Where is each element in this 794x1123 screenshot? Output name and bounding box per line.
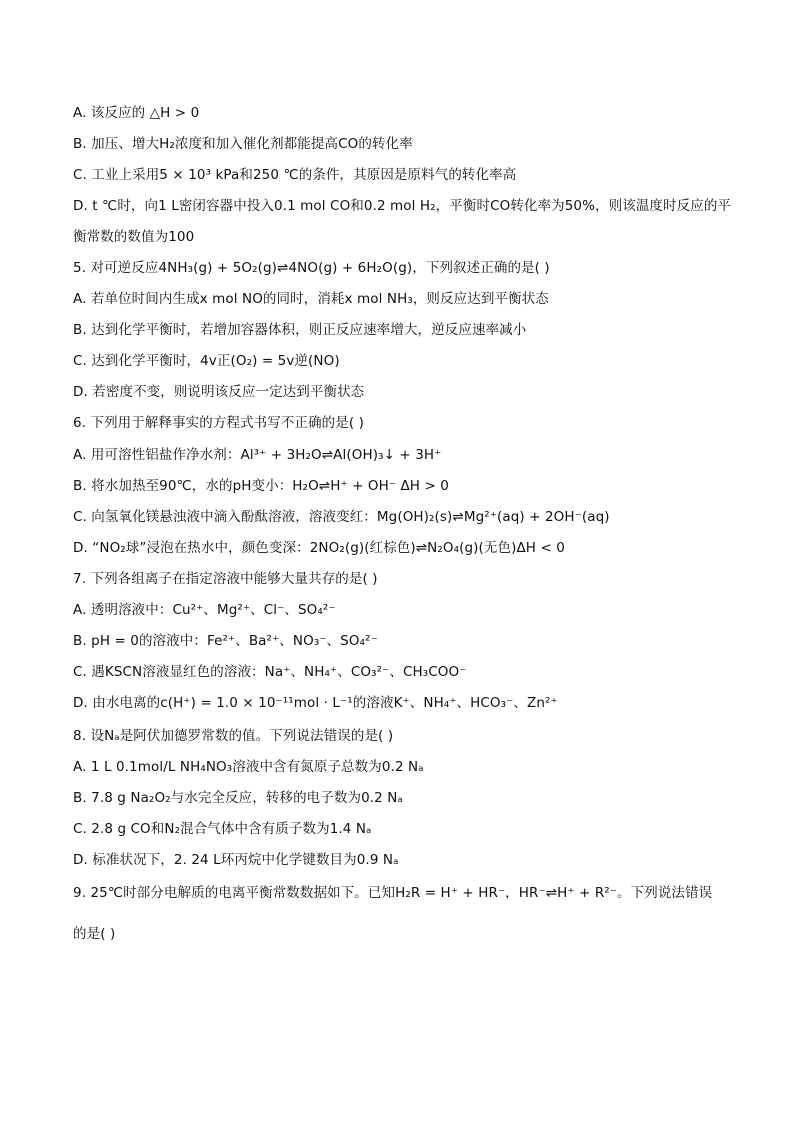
q5-option-b: B. 达到化学平衡时，若增加容器体积，则正反应速率增大，逆反应速率减小 — [73, 322, 527, 338]
question-8-stem: 8. 设Nₐ是阿伏加德罗常数的值。下列说法错误的是( ) — [73, 728, 394, 744]
q7-option-d: D. 由水电离的c(H⁺) = 1.0 × 10⁻¹¹mol · L⁻¹的溶液K⁺、NH₄⁺、HCO₃⁻、Zn²⁺ — [73, 695, 558, 711]
question-5-stem: 5. 对可逆反应4NH₃(g) + 5O₂(g)⇌4NO(g) + 6H₂O(g)，下列叙述正确的是( ) — [73, 260, 550, 276]
q6-option-d: D. “NO₂球”浸泡在热水中，颜色变深：2NO₂(g)(红棕色)⇌N₂O₄(g)(无色)ΔH < 0 — [73, 540, 565, 556]
q5-option-a: A. 若单位时间内生成x mol NO的同时，消耗x mol NH₃，则反应达到平衡状态 — [73, 291, 549, 307]
q8-option-a: A. 1 L 0.1mol/L NH₄NO₃溶液中含有氮原子总数为0.2 Nₐ — [73, 759, 424, 775]
q8-option-c: C. 2.8 g CO和N₂混合气体中含有质子数为1.4 Nₐ — [73, 821, 372, 837]
q6-option-b: B. 将水加热至90℃，水的pH变小：H₂O⇌H⁺ + OH⁻ ΔH > 0 — [73, 478, 449, 494]
q8-option-d: D. 标准状况下，2. 24 L环丙烷中化学键数目为0.9 Nₐ — [73, 852, 399, 868]
q8-option-b: B. 7.8 g Na₂O₂与水完全反应，转移的电子数为0.2 Nₐ — [73, 790, 403, 806]
q6-option-a: A. 用可溶性铝盐作净水剂：Al³⁺ + 3H₂O⇌Al(OH)₃↓ + 3H⁺ — [73, 447, 442, 463]
question-9-stem: 9. 25℃时部分电解质的电离平衡常数数据如下。已知H₂R = H⁺ + HR⁻，HR⁻⇌H⁺ + R²⁻。下列说法错误 — [73, 885, 713, 901]
q4-option-c: C. 工业上采用5 × 10³ kPa和250 ℃的条件，其原因是原料气的转化率高 — [73, 167, 517, 183]
q7-option-c: C. 遇KSCN溶液显红色的溶液：Na⁺、NH₄⁺、CO₃²⁻、CH₃COO⁻ — [73, 664, 467, 680]
q7-option-b: B. pH = 0的溶液中：Fe²⁺、Ba²⁺、NO₃⁻、SO₄²⁻ — [73, 633, 378, 649]
q5-option-d: D. 若密度不变，则说明该反应一定达到平衡状态 — [73, 384, 365, 400]
q4-option-a: A. 该反应的 △H > 0 — [73, 105, 200, 121]
q4-option-b: B. 加压、增大H₂浓度和加入催化剂都能提高CO的转化率 — [73, 136, 413, 152]
q4-option-d: D. t ℃时，向1 L密闭容器中投入0.1 mol CO和0.2 mol H₂，平衡时CO转化率为50%，则该温度时反应的平 — [73, 198, 732, 214]
question-7-stem: 7. 下列各组离子在指定溶液中能够大量共存的是( ) — [73, 571, 378, 587]
q7-option-a: A. 透明溶液中：Cu²⁺、Mg²⁺、Cl⁻、SO₄²⁻ — [73, 602, 336, 618]
question-6-stem: 6. 下列用于解释事实的方程式书写不正确的是( ) — [73, 415, 364, 431]
q4-option-d-continued: 衡常数的数值为100 — [73, 229, 195, 245]
q5-option-c: C. 达到化学平衡时，4v正(O₂) = 5v逆(NO) — [73, 353, 340, 369]
question-9-stem-continued: 的是( ) — [73, 926, 116, 942]
q6-option-c: C. 向氢氧化镁悬浊液中滴入酚酞溶液，溶液变红：Mg(OH)₂(s)⇌Mg²⁺(aq) + 2OH⁻(aq) — [73, 509, 610, 525]
